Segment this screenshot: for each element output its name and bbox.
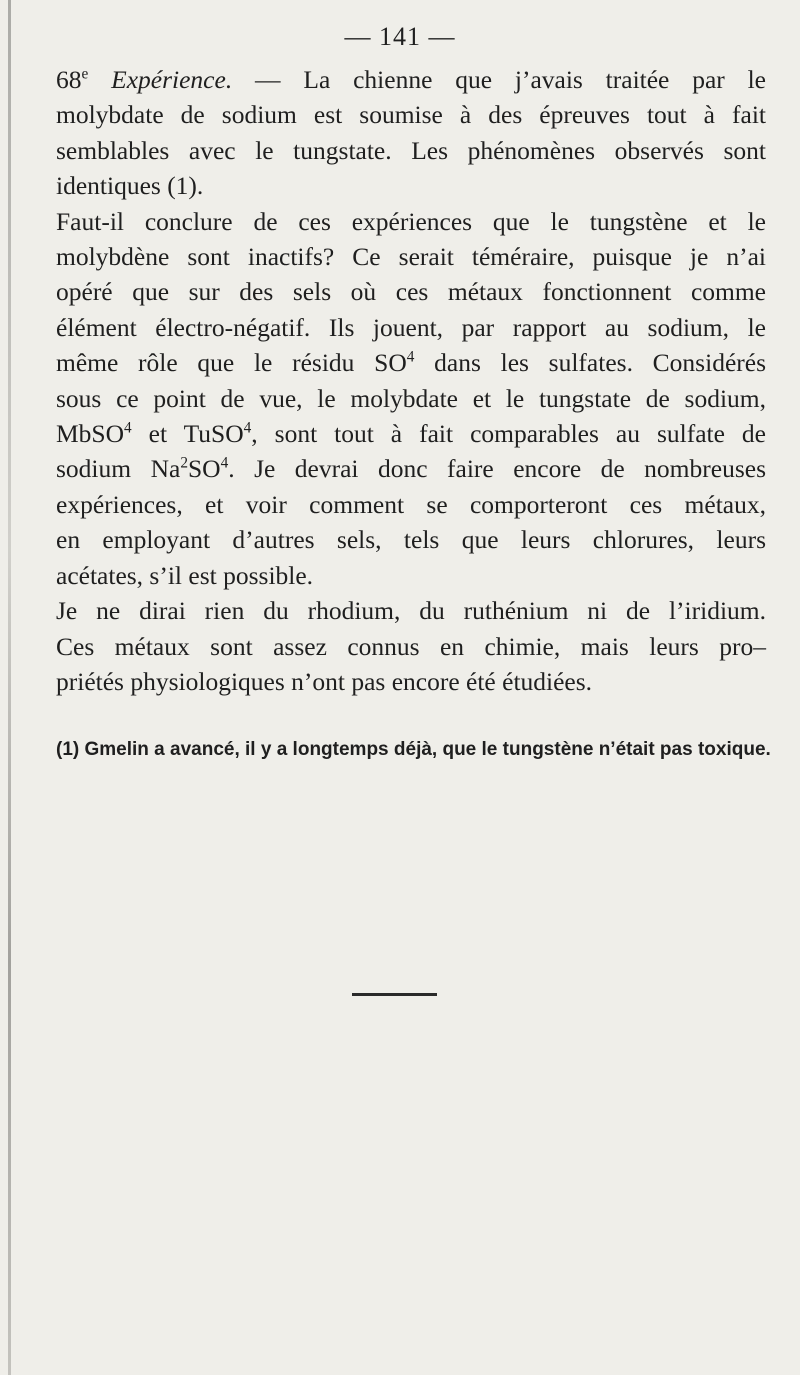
text-line: Je ne dirai rien du rhodium, du ruthénium ni de l’iridium.: [56, 596, 766, 626]
text-line: molybdate de sodium est soumise à des épreuves tout à fait: [56, 100, 766, 130]
text-line: identiques (1).: [56, 171, 204, 201]
experiment-number: 68: [56, 65, 82, 94]
paragraph-conclusion: [56, 204, 766, 593]
text-segment: . Je devrai donc faire encore de nombreuses: [228, 454, 766, 484]
text-line: Ces métaux sont assez connus en chimie, mais leurs pro–: [56, 631, 766, 661]
footnote: (1) Gmelin a avancé, il y a longtemps déjà, que le tungstène n’était pas toxique.: [56, 739, 771, 760]
text-segment: — La chienne que j’avais traitée par le: [232, 65, 767, 94]
superscript: 4: [124, 419, 132, 437]
text-line: Faut-il conclure de ces expériences que le tungstène et le: [56, 206, 766, 236]
text-line: opéré que sur des sels où ces métaux fonctionnent comme: [56, 277, 766, 307]
text-segment: dans les sulfates. Considérés: [414, 348, 766, 378]
text-line: sous ce point de vue, le molybdate et le tungstate de sodium,: [56, 383, 766, 413]
superscript: 2: [180, 454, 188, 472]
paragraph-rhodium: [56, 593, 766, 699]
text-line: molybdène sont inactifs? Ce serait téméraire, puisque je n’ai: [56, 242, 766, 272]
text-line: priétés physiologiques n’ont pas encore été étudiées.: [56, 666, 593, 696]
body-text: [56, 62, 766, 699]
text-segment: sodium Na: [56, 454, 181, 484]
text-line: acétates, s’il est possible.: [56, 560, 314, 590]
superscript: e: [81, 65, 89, 83]
horizontal-rule: [352, 993, 437, 996]
superscript: 4: [406, 348, 415, 366]
text-line: expériences, et voir comment se comporteront ces métaux,: [56, 489, 766, 519]
paragraph-experience-68: [56, 62, 766, 204]
text-line: [56, 451, 766, 486]
page-number: — 141 —: [344, 22, 456, 51]
experiment-title: Expérience.: [111, 65, 233, 94]
superscript: 4: [243, 419, 252, 437]
text-segment: même rôle que le résidu SO: [56, 348, 407, 378]
text-line: [56, 416, 766, 451]
superscript: 4: [220, 454, 229, 472]
text-segment: et TuSO: [131, 419, 244, 449]
text-line: en employant d’autres sels, tels que leurs chlorures, leurs: [56, 525, 766, 555]
text-segment: SO: [187, 454, 221, 484]
text-line: [56, 345, 766, 380]
text-line: semblables avec le tungstate. Les phénomènes observés sont: [56, 135, 766, 165]
text-line: [56, 62, 766, 97]
text-segment: MbSO: [56, 419, 125, 449]
text-line: élément électro-négatif. Ils jouent, par rapport au sodium, le: [56, 312, 766, 342]
binding-edge: [8, 0, 11, 1375]
text-segment: , sont tout à fait comparables au sulfate de: [251, 419, 766, 449]
